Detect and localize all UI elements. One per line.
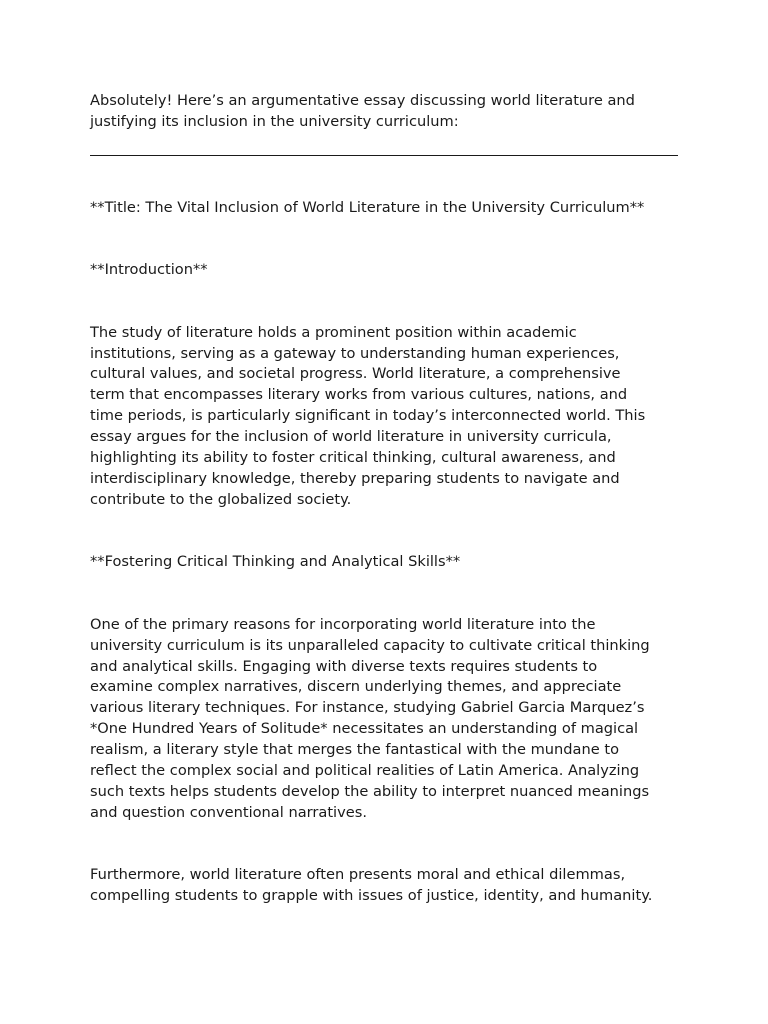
paragraph-line: term that encompasses literary works from various cultures, nations, and — [90, 386, 628, 404]
paragraph-line: university curriculum is its unparalleled capacity to cultivate critical thinking — [90, 636, 650, 654]
paragraph-line: *One Hundred Years of Solitude* necessitates an understanding of magical — [90, 720, 639, 738]
essay-page — [90, 91, 678, 907]
paragraph-line: and question conventional narratives. — [90, 803, 367, 821]
ethics-paragraph — [90, 865, 678, 907]
intro-line: justifying its inclusion in the university curriculum: — [90, 112, 459, 130]
paragraph-line: essay argues for the inclusion of world literature in university curricula, — [90, 428, 612, 446]
introduction-heading: **Introduction** — [90, 261, 208, 279]
paragraph-line: highlighting its ability to foster critical thinking, cultural awareness, and — [90, 449, 616, 467]
paragraph-line: time periods, is particularly significant in today’s interconnected world. This — [90, 407, 646, 425]
paragraph-line: realism, a literary style that merges the fantastical with the mundane to — [90, 741, 620, 759]
paragraph-line: One of the primary reasons for incorporating world literature into the — [90, 615, 596, 633]
critical-thinking-heading: **Fostering Critical Thinking and Analytical Skills** — [90, 553, 461, 571]
paragraph-line: such texts helps students develop the ability to interpret nuanced meanings — [90, 782, 650, 800]
horizontal-divider — [90, 155, 678, 156]
paragraph-line: interdisciplinary knowledge, thereby preparing students to navigate and — [90, 469, 620, 487]
paragraph-line: Furthermore, world literature often presents moral and ethical dilemmas, — [90, 866, 626, 884]
paragraph-line: various literary techniques. For instance, studying Gabriel Garcia Marquez’s — [90, 699, 645, 717]
critical-thinking-paragraph — [90, 615, 678, 824]
paragraph-line: compelling students to grapple with issues of justice, identity, and humanity. — [90, 887, 653, 905]
paragraph-line: reflect the complex social and political realities of Latin America. Analyzing — [90, 762, 640, 780]
intro-paragraph — [90, 91, 678, 133]
paragraph-line: and analytical skills. Engaging with diverse texts requires students to — [90, 657, 598, 675]
paragraph-line: contribute to the globalized society. — [90, 490, 352, 508]
essay-title: **Title: The Vital Inclusion of World Literature in the University Curriculum** — [90, 198, 645, 216]
paragraph-line: cultural values, and societal progress. World literature, a comprehensive — [90, 365, 621, 383]
intro-line: Absolutely! Here’s an argumentative essay discussing world literature and — [90, 92, 635, 109]
paragraph-line: institutions, serving as a gateway to understanding human experiences, — [90, 344, 620, 362]
paragraph-line: The study of literature holds a prominent position within academic — [90, 323, 577, 341]
paragraph-line: examine complex narratives, discern underlying themes, and appreciate — [90, 678, 622, 696]
introduction-paragraph — [90, 323, 678, 511]
